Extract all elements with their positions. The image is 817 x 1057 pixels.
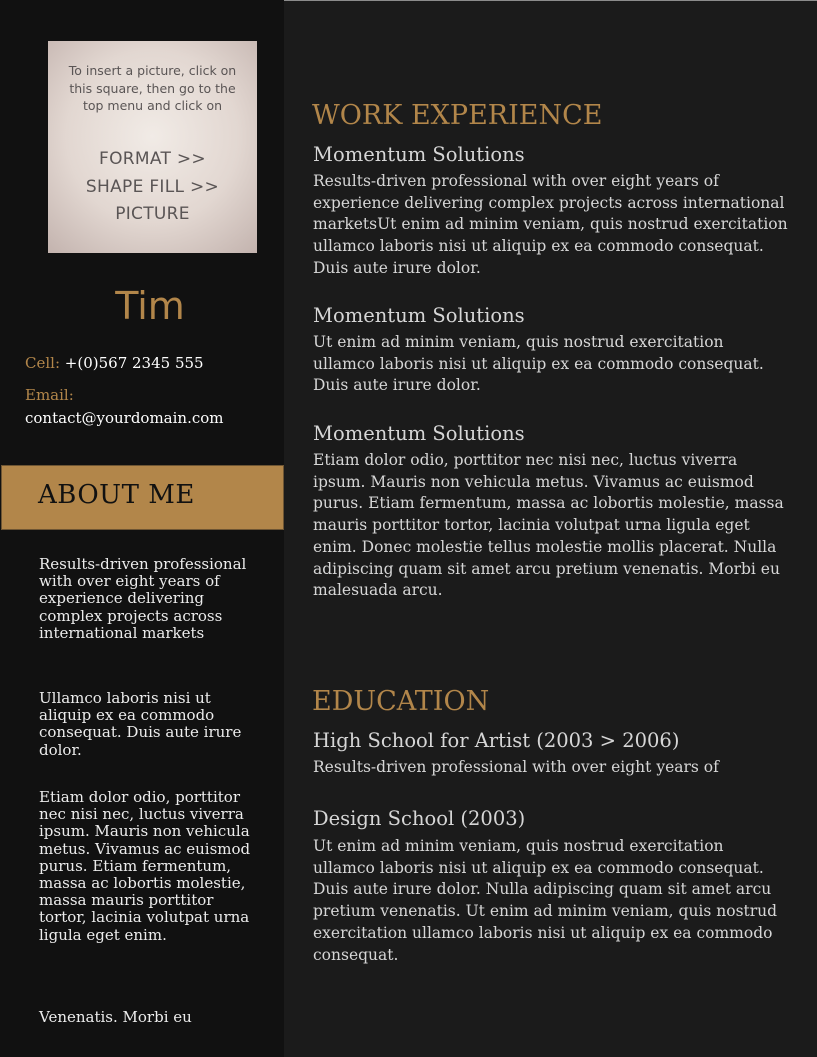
photo-step-shape-fill: SHAPE FILL >> xyxy=(85,176,220,197)
contact-email xyxy=(25,385,275,427)
education-school: High School for Artist (2003 > 2006) xyxy=(313,729,680,752)
education-title: EDUCATION xyxy=(312,686,490,717)
education-description: Results-driven professional with over eight years of xyxy=(313,758,719,776)
about-paragraph: Results-driven professional with over eight years of experience delivering complex projects across international markets xyxy=(39,555,247,642)
photo-instruction: To insert a picture, click on this square, then go to the top menu and click on xyxy=(68,63,237,113)
job-company: Momentum Solutions xyxy=(313,422,525,445)
about-paragraph: Ullamco laboris nisi ut aliquip ex ea commodo consequat. Duis aute irure dolor. xyxy=(39,689,242,759)
job-description: Results-driven professional with over eight years of experience delivering complex projects across international marketsUt enim ad minim veniam, quis nostrud exercitation ullamco laboris nisi ut aliquip ex ea commodo consequat. Duis aute irure dolor. xyxy=(313,172,788,277)
about-title: ABOUT ME xyxy=(38,480,195,510)
job-description: Ut enim ad minim veniam, quis nostrud exercitation ullamco laboris nisi ut aliquip ex ea commodo consequat. Duis aute irure dolor. xyxy=(313,333,764,395)
work-experience-title: WORK EXPERIENCE xyxy=(312,100,603,131)
email-label: Email: xyxy=(25,386,74,404)
job-description: Etiam dolor odio, porttitor nec nisi nec, luctus viverra ipsum. Mauris non vehicula metus. Vivamus ac euismod purus. Etiam fermentum, massa ac lobortis molestie, massa mauris porttitor tortor, lacinia volutpat urna ligula eget enim. Donec molestie tellus molestie mollis placerat. Nulla adipiscing quam sit amet arcu pretium venenatis. Morbi eu malesuada arcu. xyxy=(313,451,784,600)
top-divider xyxy=(284,0,817,1)
about-paragraph: Venenatis. Morbi eu xyxy=(39,1008,192,1026)
email-value[interactable]: contact@yourdomain.com xyxy=(25,409,224,427)
contact-cell xyxy=(25,353,204,373)
job-company: Momentum Solutions xyxy=(313,143,525,166)
photo-steps xyxy=(58,146,247,229)
photo-step-format: FORMAT >> xyxy=(99,149,206,169)
cell-label: Cell: xyxy=(25,354,61,372)
photo-placeholder[interactable] xyxy=(48,41,257,253)
job-company: Momentum Solutions xyxy=(313,304,525,327)
about-paragraph: Etiam dolor odio, porttitor nec nisi nec, luctus viverra ipsum. Mauris non vehicula metus. Vivamus ac euismod purus. Etiam fermentum, massa ac lobortis molestie, massa mauris porttitor tortor, lacinia volutpat urna ligula eget enim. xyxy=(39,788,251,944)
photo-step-picture: PICTURE xyxy=(115,204,190,224)
cell-value: +(0)567 2345 555 xyxy=(64,354,204,372)
education-description: Ut enim ad minim veniam, quis nostrud exercitation ullamco laboris nisi ut aliquip ex ea commodo consequat. Duis aute irure dolor. Nulla adipiscing quam sit amet arcu pretium venenatis. Ut enim ad minim veniam, quis nostrud exercitation ullamco laboris nisi ut aliquip ex ea commodo consequat. xyxy=(313,837,778,964)
education-school: Design School (2003) xyxy=(313,807,526,830)
person-name: Tim xyxy=(115,284,185,328)
